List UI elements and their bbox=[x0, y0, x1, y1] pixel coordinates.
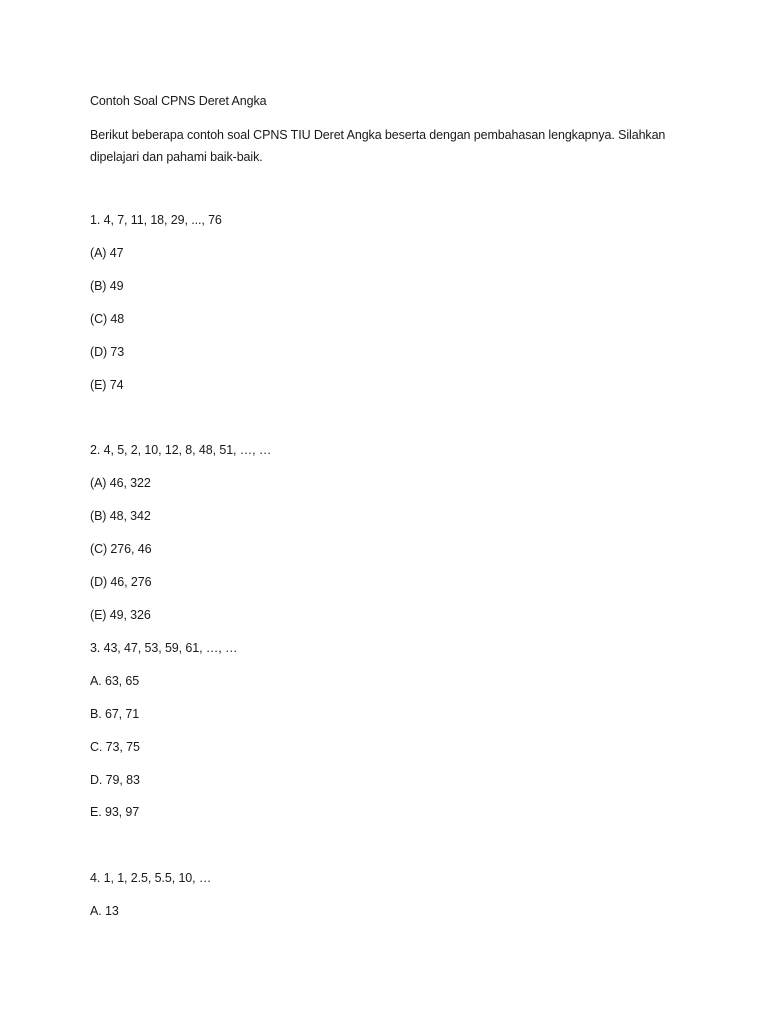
question-2-option-b: (B) 48, 342 bbox=[90, 509, 151, 523]
question-3-option-c: C. 73, 75 bbox=[90, 740, 140, 754]
question-2-option-e: (E) 49, 326 bbox=[90, 608, 151, 622]
question-1-prompt: 1. 4, 7, 11, 18, 29, ..., 76 bbox=[90, 213, 222, 227]
question-1-option-a: (A) 47 bbox=[90, 246, 124, 260]
question-1-option-b: (B) 49 bbox=[90, 279, 124, 293]
question-1-option-c: (C) 48 bbox=[90, 312, 125, 326]
question-2-option-c: (C) 276, 46 bbox=[90, 542, 152, 556]
intro-paragraph: Berikut beberapa contoh soal CPNS TIU Deret Angka beserta dengan pembahasan lengkapnya. Silahkan dipelajari dan pahami baik-baik. bbox=[90, 128, 666, 164]
question-3-option-e: E. 93, 97 bbox=[90, 805, 140, 819]
question-3-option-a: A. 63, 65 bbox=[90, 674, 140, 688]
question-4-prompt: 4. 1, 1, 2.5, 5.5, 10, … bbox=[90, 871, 212, 885]
question-2-option-a: (A) 46, 322 bbox=[90, 476, 151, 490]
question-3-option-d: D. 79, 83 bbox=[90, 773, 140, 787]
question-4-option-a: A. 13 bbox=[90, 904, 119, 918]
document-title: Contoh Soal CPNS Deret Angka bbox=[90, 94, 267, 108]
question-1-option-e: (E) 74 bbox=[90, 378, 124, 392]
question-2-prompt: 2. 4, 5, 2, 10, 12, 8, 48, 51, …, … bbox=[90, 443, 272, 457]
question-1-option-d: (D) 73 bbox=[90, 345, 125, 359]
question-3-option-b: B. 67, 71 bbox=[90, 707, 140, 721]
question-2-option-d: (D) 46, 276 bbox=[90, 575, 152, 589]
question-3-prompt: 3. 43, 47, 53, 59, 61, …, … bbox=[90, 641, 238, 655]
